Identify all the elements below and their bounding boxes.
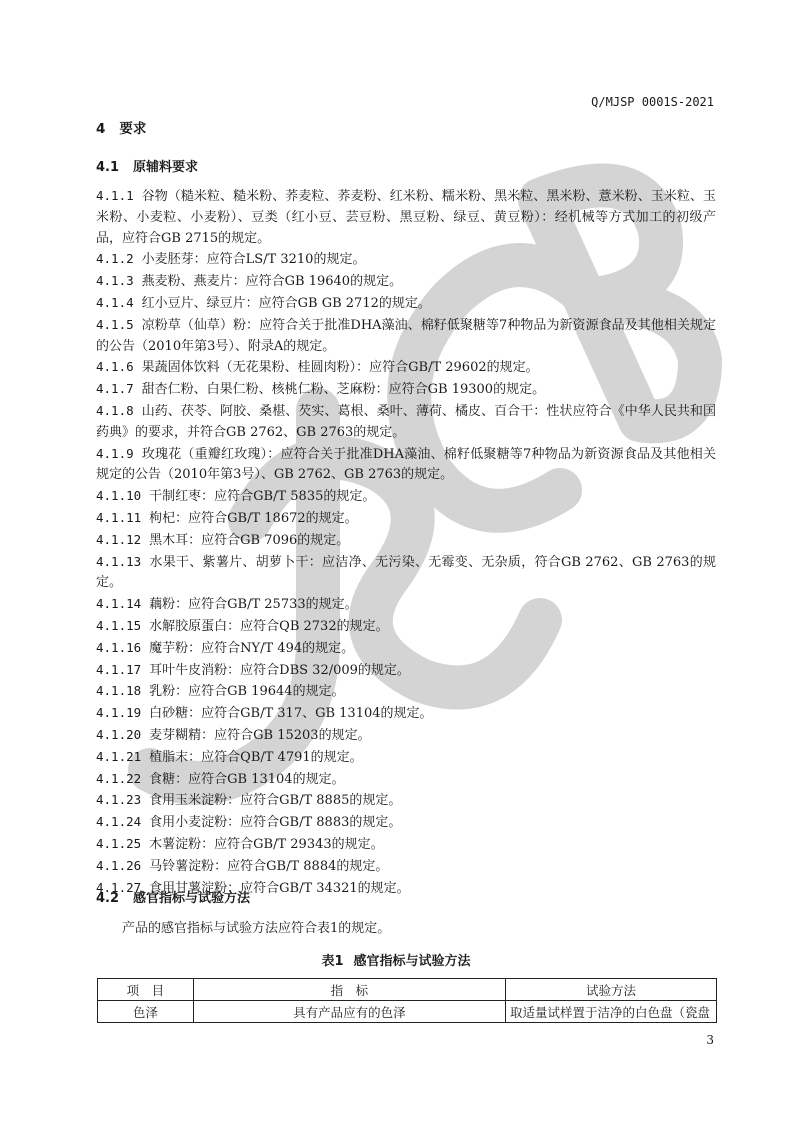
subsection-heading-4-2 (96, 887, 250, 906)
clause-text: 麦芽糊精：应符合GB 15203的规定。 (149, 727, 371, 743)
clause-number: 4.1.9 (96, 445, 134, 461)
clause-text: 食糖：应符合GB 13104的规定。 (149, 771, 345, 787)
clause-number: 4.1.25 (96, 835, 142, 851)
clause-text: 红小豆片、绿豆片：应符合GB GB 2712的规定。 (141, 295, 431, 311)
subsection-title: 感官指标与试验方法 (133, 891, 251, 906)
clause-item (96, 747, 716, 769)
clause-text: 植脂末：应符合QB/T 4791的规定。 (149, 749, 363, 765)
clause-text: 水果干、紫薯片、胡萝卜干：应洁净、无污染、无霉变、无杂质，符合GB 2762、GB 2763的规定。 (96, 554, 716, 591)
clause-item (96, 486, 716, 508)
table-header-cell: 试验方法 (505, 979, 716, 1001)
clause-item (96, 660, 716, 682)
clause-text: 藕粉：应符合GB/T 25733的规定。 (149, 597, 358, 613)
clause-number: 4.1.11 (96, 509, 142, 525)
clause-item (96, 186, 716, 249)
clause-item (96, 271, 716, 293)
clause-text: 乳粉：应符合GB 19644的规定。 (149, 684, 345, 700)
section-title: 要求 (119, 121, 147, 137)
clause-text: 枸杞：应符合GB/T 18672的规定。 (149, 510, 358, 526)
clause-text: 食用玉米淀粉：应符合GB/T 8885的规定。 (149, 793, 402, 809)
clause-text: 谷物（糙米粒、糙米粉、荞麦粒、荞麦粉、红米粉、糯米粉、黑米粒、黑米粉、薏米粉、玉米粒、玉米粉、小麦粒、小麦粉）、豆类（红小豆、芸豆粉、黑豆粉、绿豆、黄豆粉）：经机械等方式加工的初级产品，应符合GB 2715的规定。 (96, 189, 716, 246)
table-number: 表1 (321, 954, 344, 969)
clause-item (96, 315, 716, 358)
clause-text: 魔芋粉：应符合NY/T 494的规定。 (149, 640, 355, 656)
clause-text: 山药、茯苓、阿胶、桑椹、芡实、葛根、桑叶、薄荷、橘皮、百合干：性状应符合《中华人民共和国药典》的要求，并符合GB 2762、GB 2763的规定。 (96, 403, 716, 440)
clause-item (96, 769, 716, 791)
clause-number: 4.1.3 (96, 273, 134, 289)
clause-text: 食用小麦淀粉：应符合GB/T 8883的规定。 (149, 815, 402, 831)
clause-number: 4.1.16 (96, 639, 142, 655)
clause-number: 4.1.26 (96, 857, 142, 873)
clause-text: 马铃薯淀粉：应符合GB/T 8884的规定。 (149, 858, 389, 874)
clause-item (96, 444, 716, 487)
clause-text: 水解胶原蛋白：应符合QB 2732的规定。 (149, 618, 389, 634)
document-code: Q/MJSP 0001S-2021 (591, 95, 714, 109)
page-number: 3 (706, 1033, 714, 1047)
clause-item (96, 703, 716, 725)
clause-text: 凉粉草（仙草）粉：应符合关于批准DHA藻油、棉籽低聚糖等7种物品为新资源食品及其他相关规定的公告（2010年第3号）、附录A的规定。 (96, 317, 716, 354)
clause-text: 甜杏仁粉、白果仁粉、核桃仁粉、芝麻粉：应符合GB 19300的规定。 (141, 382, 546, 398)
clause-number: 4.1.2 (96, 251, 134, 267)
clause-number: 4.1.22 (96, 770, 142, 786)
table-header-row (98, 979, 717, 1001)
clause-number: 4.1.5 (96, 316, 134, 332)
clause-number: 4.1.13 (96, 553, 142, 569)
clause-item (96, 249, 716, 271)
clause-item (96, 725, 716, 747)
clause-text: 白砂糖：应符合GB/T 317、GB 13104的规定。 (149, 706, 433, 722)
clause-number: 4.1.19 (96, 705, 142, 721)
clause-item (96, 790, 716, 812)
clause-item (96, 293, 716, 315)
clause-item (96, 616, 716, 638)
clause-number: 4.1.10 (96, 488, 142, 504)
clause-number: 4.1.20 (96, 726, 142, 742)
section-number: 4 (96, 121, 106, 137)
table-caption (0, 950, 792, 969)
clause-item (96, 638, 716, 660)
clause-text: 黑木耳：应符合GB 7096的规定。 (149, 532, 350, 548)
clause-text: 食用甘薯淀粉：应符合GB/T 34321的规定。 (149, 880, 410, 896)
clause-item (96, 357, 716, 379)
clause-number: 4.1.14 (96, 596, 142, 612)
clause-item (96, 594, 716, 616)
clause-number: 4.1.1 (96, 188, 134, 203)
table-cell: 取适量试样置于洁净的白色盘（瓷盘 (505, 1001, 716, 1023)
clause-number: 4.1.7 (96, 381, 134, 397)
table-header-cell: 指 标 (193, 979, 505, 1001)
clause-text: 燕麦粉、燕麦片：应符合GB 19640的规定。 (141, 274, 403, 290)
table-reference-paragraph: 产品的感官指标与试验方法应符合表1的规定。 (122, 921, 391, 936)
clause-number: 4.1.21 (96, 748, 142, 764)
subsection-heading-4-1 (96, 156, 198, 175)
subsection-number: 4.1 (96, 160, 120, 175)
clause-item (96, 530, 716, 552)
clause-number: 4.1.6 (96, 359, 134, 375)
table-cell: 具有产品应有的色泽 (193, 1001, 505, 1023)
clause-item (96, 379, 716, 401)
clause-list (96, 186, 716, 899)
clause-number: 4.1.18 (96, 683, 142, 699)
clause-text: 木薯淀粉：应符合GB/T 29343的规定。 (149, 836, 384, 852)
clause-number: 4.1.17 (96, 661, 142, 677)
clause-item (96, 401, 716, 444)
table-row (98, 1001, 717, 1023)
clause-text: 干制红枣：应符合GB/T 5835的规定。 (149, 489, 376, 505)
subsection-title: 原辅料要求 (133, 160, 199, 175)
clause-number: 4.1.24 (96, 814, 142, 830)
clause-item (96, 812, 716, 834)
clause-number: 4.1.27 (96, 879, 142, 895)
clause-text: 耳叶牛皮消粉：应符合DBS 32/009的规定。 (149, 662, 410, 678)
clause-text: 玫瑰花（重瓣红玫瑰）：应符合关于批准DHA藻油、棉籽低聚糖等7种物品为新资源食品及其他相关规定的公告（2010年第3号）、GB 2762、GB 2763的规定。 (96, 446, 716, 483)
sensory-table (97, 978, 717, 1023)
clause-item (96, 552, 716, 595)
clause-number: 4.1.23 (96, 792, 142, 808)
clause-number: 4.1.15 (96, 617, 142, 633)
section-heading (96, 117, 146, 137)
clause-item (96, 508, 716, 530)
clause-text: 小麦胚芽：应符合LS/T 3210的规定。 (141, 252, 366, 268)
clause-number: 4.1.8 (96, 402, 134, 418)
table-cell: 色泽 (98, 1001, 194, 1023)
table-header-cell: 项 目 (98, 979, 194, 1001)
clause-number: 4.1.4 (96, 294, 134, 310)
clause-item (96, 856, 716, 878)
subsection-number: 4.2 (96, 891, 120, 906)
clause-number: 4.1.12 (96, 531, 142, 547)
clause-item (96, 834, 716, 856)
clause-text: 果蔬固体饮料（无花果粉、桂圆肉粉）：应符合GB/T 29602的规定。 (141, 360, 539, 376)
table-title: 感官指标与试验方法 (353, 954, 471, 969)
clause-item (96, 681, 716, 703)
